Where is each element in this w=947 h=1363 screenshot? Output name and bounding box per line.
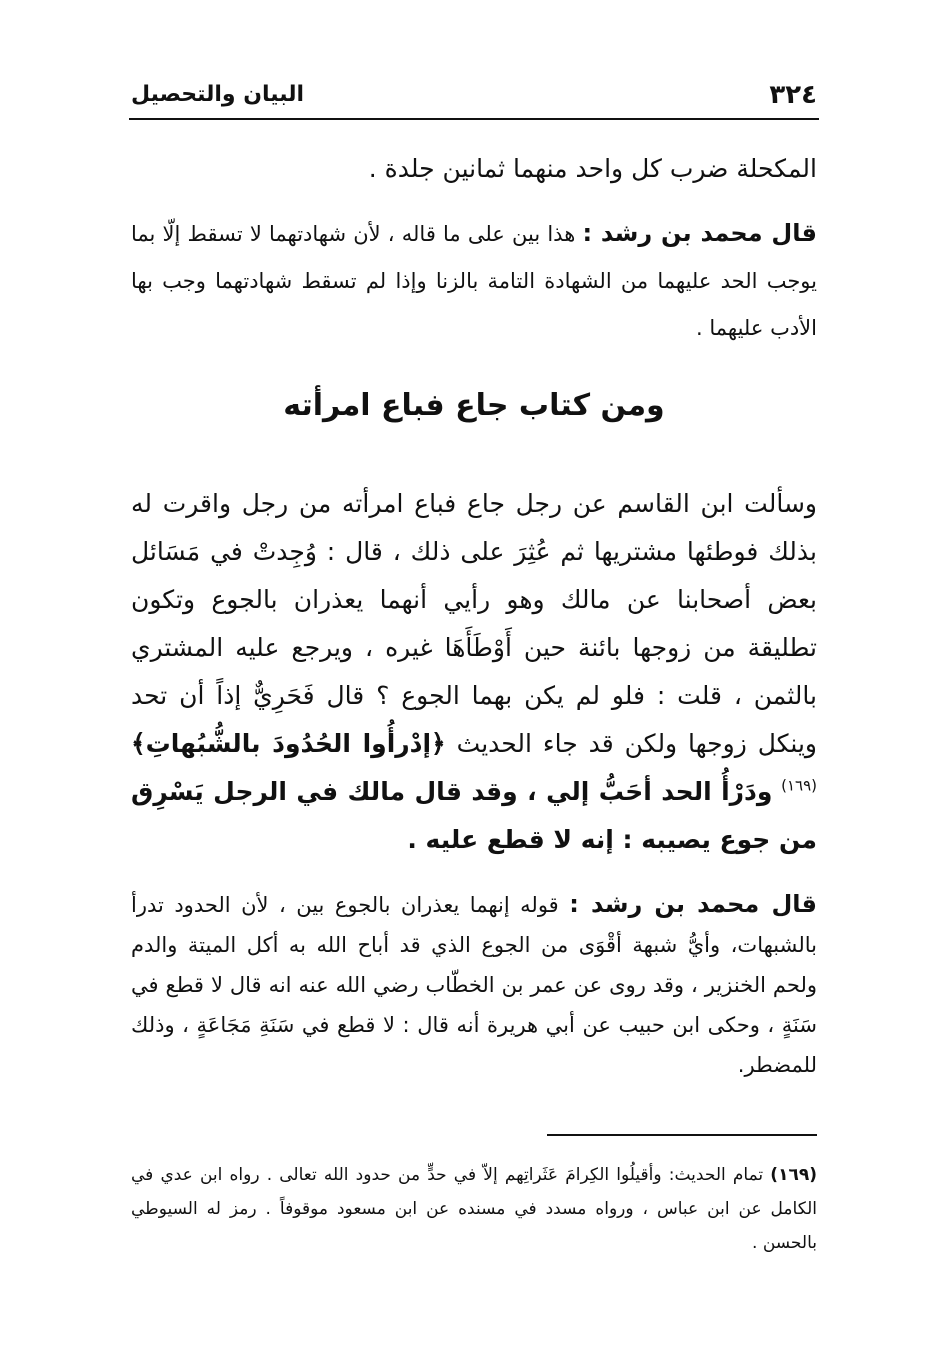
commentary-text: هذا بين على ما قاله ، لأن شهادتهما لا تسقط إلّا بما يوجب الحد عليهما من الشهادة التامة بالزنا وإذا لم تسقط شهادتهما وجب بها الأدب عليهما . — [131, 222, 817, 340]
commentary-speaker: قال محمد بن رشد : — [582, 219, 817, 247]
footnote-text: تمام الحديث: وأقيلُوا الكِرامَ عَثَراتِهم إلاّ في حدٍّ من حدود الله تعالى . رواه ابن عدي في الكامل عن ابن عباس ، ورواه مسدد في مسنده عن ابن مسعود موقوفاً . رمز له السيوطي بالحسن . — [131, 1165, 817, 1253]
main-text-part2: ودَرْأُ الحد أحَبُّ إلي ، وقد قال مالك في الرجل يَسْرِق من جوع يصيبه : إنه لا قطع عليه . — [131, 777, 817, 854]
commentary-speaker-2: قال محمد بن رشد : — [569, 890, 817, 918]
section-heading: ومن كتاب جاع فباع امرأته — [283, 388, 665, 423]
commentary-paragraph — [131, 210, 817, 352]
footnote — [131, 1158, 817, 1260]
main-paragraph — [131, 480, 817, 864]
header-divider — [129, 118, 819, 120]
commentary-paragraph-2 — [131, 884, 817, 1085]
footnote-divider — [547, 1134, 817, 1136]
page-header — [131, 78, 817, 118]
paragraph-continuation: المكحلة ضرب كل واحد منهما ثمانين جلدة . — [368, 154, 817, 183]
running-title: البيان والتحصيل — [131, 82, 305, 107]
footnote-ref[interactable]: (١٦٩) — [781, 776, 817, 795]
footnote-number: (١٦٩) — [770, 1165, 817, 1185]
main-text-part1: وسألت ابن القاسم عن رجل جاع فباع امرأته من رجل واقرت له بذلك فوطئها مشتريها ثم عُثِرَ على ذلك ، قال : وُجِدتْ في مَسَائل بعض أصحابنا عن مالك وهو رأيي أنهما يعذران بالجوع وتكون تطليقة من زوجها بائنة حين أَوْطَأَهَا غيره ، ويرجع عليه المشتري بالثمن ، قلت : فلو لم يكن بهما الجوع ؟ قال فَحَرِيٌّ إذاً أن تحد وينكل زوجها ولكن قد جاء الحديث — [131, 489, 818, 758]
commentary-text-2: قوله إنهما يعذران بالجوع بين ، لأن الحدود تدرأ بالشبهات، وأيُّ شبهة أقْوَى من الجوع الذي قد أباح الله به أكل الميتة والدم ولحم الخنزير ، وقد روى عن عمر بن الخطّاب رضي الله عنه انه قال لا قطع في سَنَةٍ ، وحكى ابن حبيب عن أبي هريرة أنه قال : لا قطع في سَنَةِ مَجَاعَةٍ ، وذلك للمضطر. — [131, 893, 817, 1077]
hadith-quote: ﴿إدْرأُوا الحُدُودَ بالشُّبُهاتِ﴾ — [131, 729, 446, 758]
page-number: ٣٢٤ — [769, 80, 817, 110]
